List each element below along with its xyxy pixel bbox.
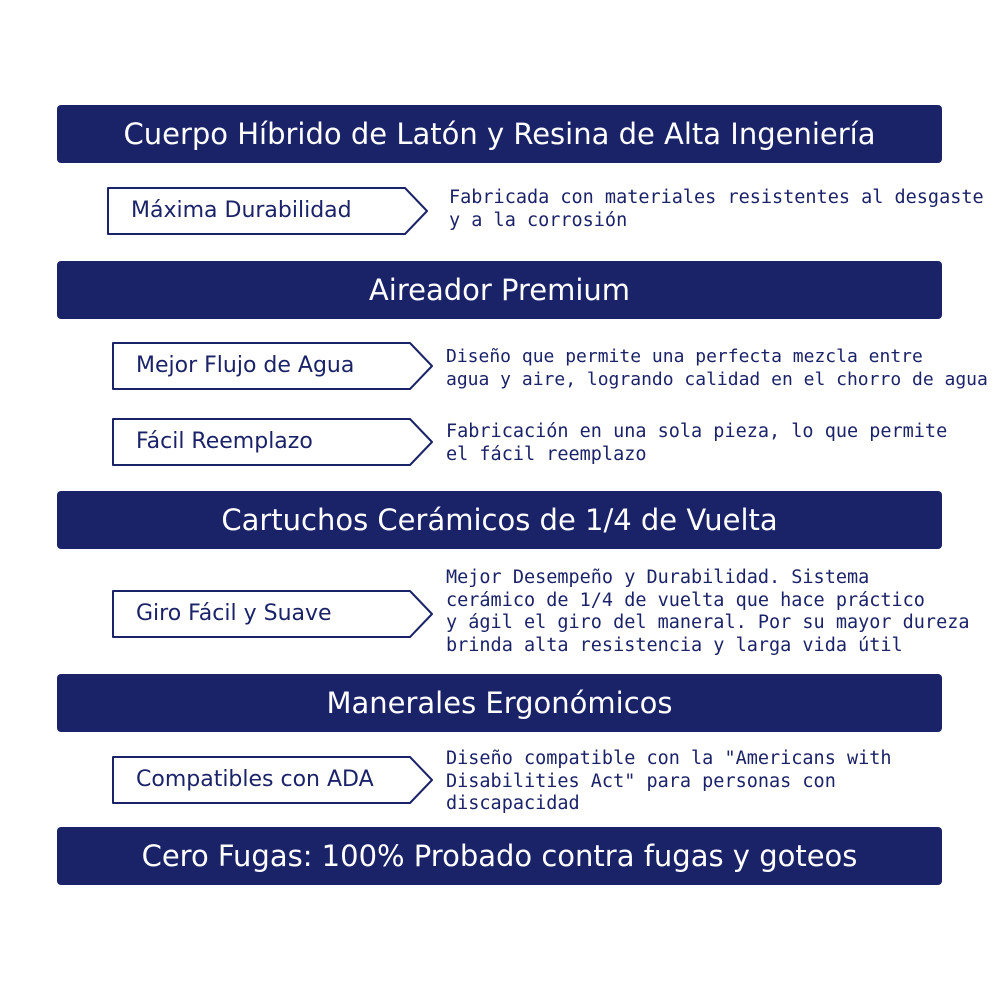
- section-title: Manerales Ergonómicos: [326, 686, 673, 720]
- description-line: agua y aire, logrando calidad en el chorro de agua: [446, 368, 988, 390]
- section-title: Aireador Premium: [368, 273, 631, 307]
- section-header-aerator: [57, 261, 942, 319]
- section-title: Cuerpo Híbrido de Latón y Resina de Alta Ingeniería: [123, 117, 876, 151]
- feature-tag-easy-turn: [110, 588, 435, 638]
- feature-tag-max-durability: [105, 185, 430, 235]
- description-line: discapacidad: [446, 793, 580, 814]
- feature-label: Giro Fácil y Suave: [136, 600, 332, 626]
- feature-description: [449, 187, 984, 232]
- feature-tag-water-flow: [110, 340, 435, 390]
- description-line: Diseño compatible con la "Americans with: [446, 748, 892, 769]
- feature-label: Compatibles con ADA: [136, 766, 374, 792]
- feature-label: Fácil Reemplazo: [136, 428, 313, 454]
- feature-tag-ada: [110, 754, 435, 804]
- description-line: el fácil reemplazo: [446, 443, 647, 465]
- feature-description: [446, 567, 969, 657]
- section-title: Cero Fugas: 100% Probado contra fugas y goteos: [141, 839, 858, 873]
- description-line: Fabricada con materiales resistentes al desgaste: [449, 187, 984, 208]
- description-line: y ágil el giro del maneral. Por su mayor dureza: [446, 612, 970, 633]
- section-header-brass-body: [57, 105, 942, 163]
- feature-description: [446, 421, 947, 466]
- feature-label: Mejor Flujo de Agua: [136, 352, 355, 378]
- description-line: y a la corrosión: [449, 209, 628, 231]
- section-header-handles: [57, 674, 942, 732]
- description-line: Fabricación en una sola pieza, lo que permite: [446, 421, 948, 442]
- section-header-zero-leaks: [57, 827, 942, 885]
- feature-tag-easy-replacement: [110, 416, 435, 466]
- description-line: Mejor Desempeño y Durabilidad. Sistema: [446, 567, 870, 588]
- description-line: cerámico de 1/4 de vuelta que hace práctico: [446, 589, 925, 611]
- feature-description: [446, 748, 892, 816]
- feature-label: Máxima Durabilidad: [131, 197, 352, 223]
- description-line: Disabilities Act" para personas con: [446, 770, 836, 792]
- description-line: brinda alta resistencia y larga vida útil: [446, 634, 903, 656]
- section-title: Cartuchos Cerámicos de 1/4 de Vuelta: [221, 503, 778, 537]
- feature-description: [446, 346, 988, 391]
- description-line: Diseño que permite una perfecta mezcla entre: [446, 346, 923, 367]
- section-header-cartridges: [57, 491, 942, 549]
